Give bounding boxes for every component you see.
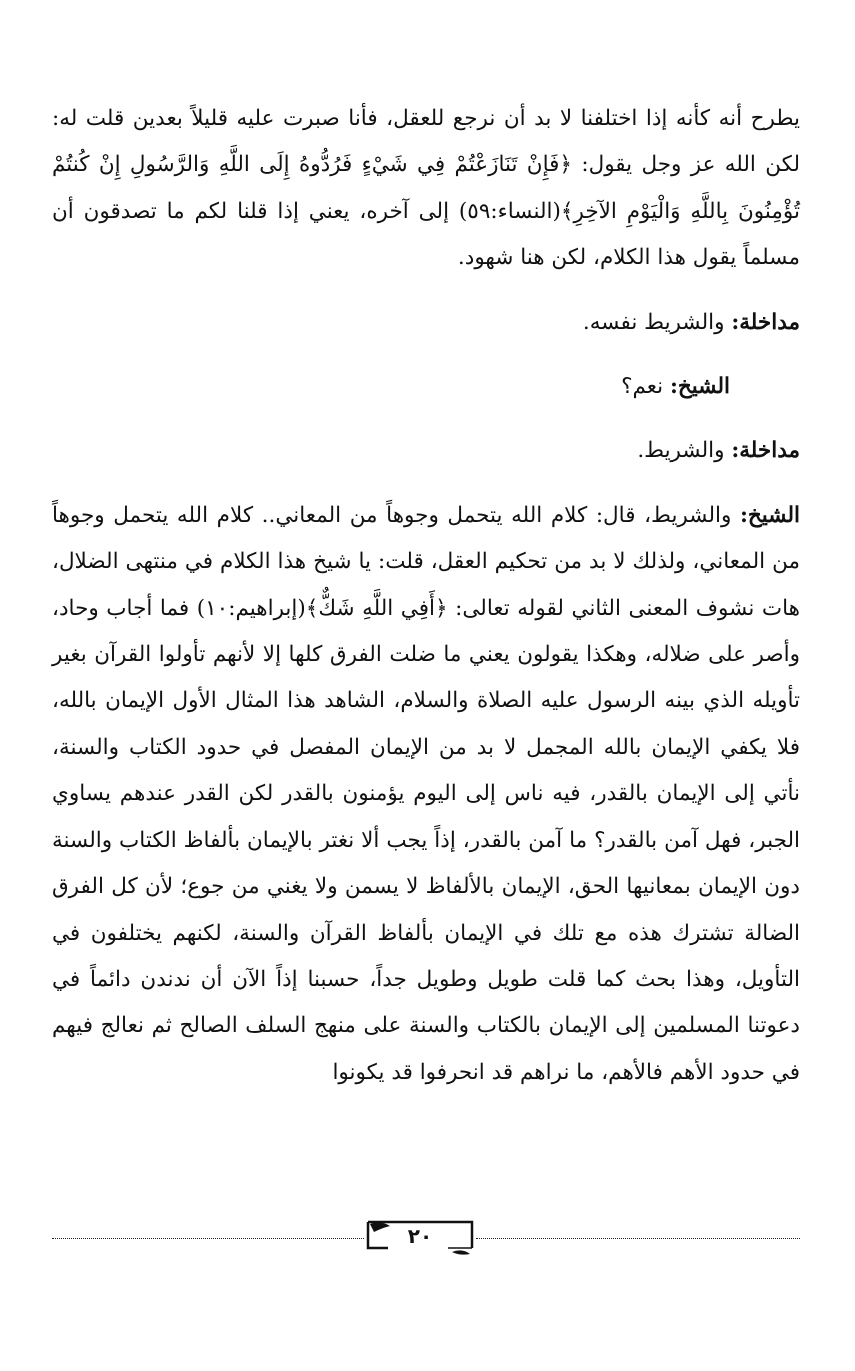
paragraph-2 bbox=[52, 300, 800, 346]
paragraph-4-text: والشريط. bbox=[637, 438, 732, 464]
paragraph-1 bbox=[52, 96, 800, 282]
page-number: ٢٠ bbox=[407, 1224, 433, 1248]
speaker-label: الشيخ: bbox=[669, 374, 730, 400]
footer-rule-left bbox=[52, 1238, 364, 1239]
paragraph-5 bbox=[52, 493, 800, 1096]
page-number-frame bbox=[364, 1218, 476, 1258]
page-footer bbox=[52, 1218, 800, 1262]
paragraph-5-text: والشريط، قال: كلام الله يتحمل وجوهاً من المعاني.. كلام الله يتحمل وجوهاً من المعاني، ولذلك لا بد من تحكيم العقل، قلت: يا شيخ هذا الكلام في منتهى الضلال، هات نشوف المعنى الثاني لقوله تعالى: ﴿أَفِي اللَّهِ شَكٌّ﴾(إبراهيم:١٠) فما أجاب وحاد، وأصر على ضلاله، وهكذا يقولون يعني ما ضلت الفرق كلها إلا لأنهم تأولوا القرآن بغير تأويله الذي بينه الرسول عليه الصلاة والسلام، الشاهد هذا المثال الأول الإيمان بالله، فلا يكفي الإيمان بالله المجمل لا بد من الإيمان المفصل في حدود الكتاب والسنة، نأتي إلى الإيمان بالقدر، فيه ناس إلى اليوم يؤمنون بالقدر لكن القدر عندهم يساوي الجبر، فهل آمن بالقدر؟ ما آمن بالقدر، إذاً يجب ألا نغتر بالإيمان بألفاظ الكتاب والسنة دون الإيمان بمعانيها الحق، الإيمان بالألفاظ لا يسمن ولا يغني من جوع؛ لأن كل الفرق الضالة تشترك هذه مع تلك في الإيمان بألفاظ القرآن والسنة، لكنهم يختلفون في التأويل، وهذا بحث كما قلت طويل وطويل جداً، حسبنا إذاً الآن أن ندندن دائماً في دعوتنا المسلمين إلى الإيمان بالكتاب والسنة على منهج السلف الصالح ثم نعالج فيهم في حدود الأهم فالأهم، ما نراهم قد انحرفوا قد يكونوا bbox=[52, 502, 800, 1085]
paragraph-2-text: والشريط نفسه. bbox=[582, 309, 732, 335]
speaker-label: مداخلة: bbox=[731, 309, 800, 335]
paragraph-3-text: نعم؟ bbox=[621, 374, 670, 400]
footer-rule-right bbox=[476, 1238, 800, 1239]
speaker-label: الشيخ: bbox=[739, 502, 800, 528]
paragraph-3 bbox=[52, 364, 800, 410]
speaker-label: مداخلة: bbox=[731, 438, 800, 464]
paragraph-1-text: يطرح أنه كأنه إذا اختلفنا لا بد أن نرجع للعقل، فأنا صبرت عليه قليلاً بعدين قلت له: لكن الله عز وجل يقول: ﴿فَإِنْ تَنَازَعْتُمْ فِي شَيْءٍ فَرُدُّوهُ إِلَى اللَّهِ وَالرَّسُولِ إِنْ كُنتُمْ تُؤْمِنُونَ بِاللَّهِ وَالْيَوْمِ الآخِرِ﴾(النساء:٥٩) إلى آخره، يعني إذا قلنا لكم ما تصدقون أن مسلماً يقول هذا الكلام، لكن هنا شهود. bbox=[52, 106, 800, 271]
page-body bbox=[52, 96, 800, 1114]
paragraph-4 bbox=[52, 428, 800, 474]
